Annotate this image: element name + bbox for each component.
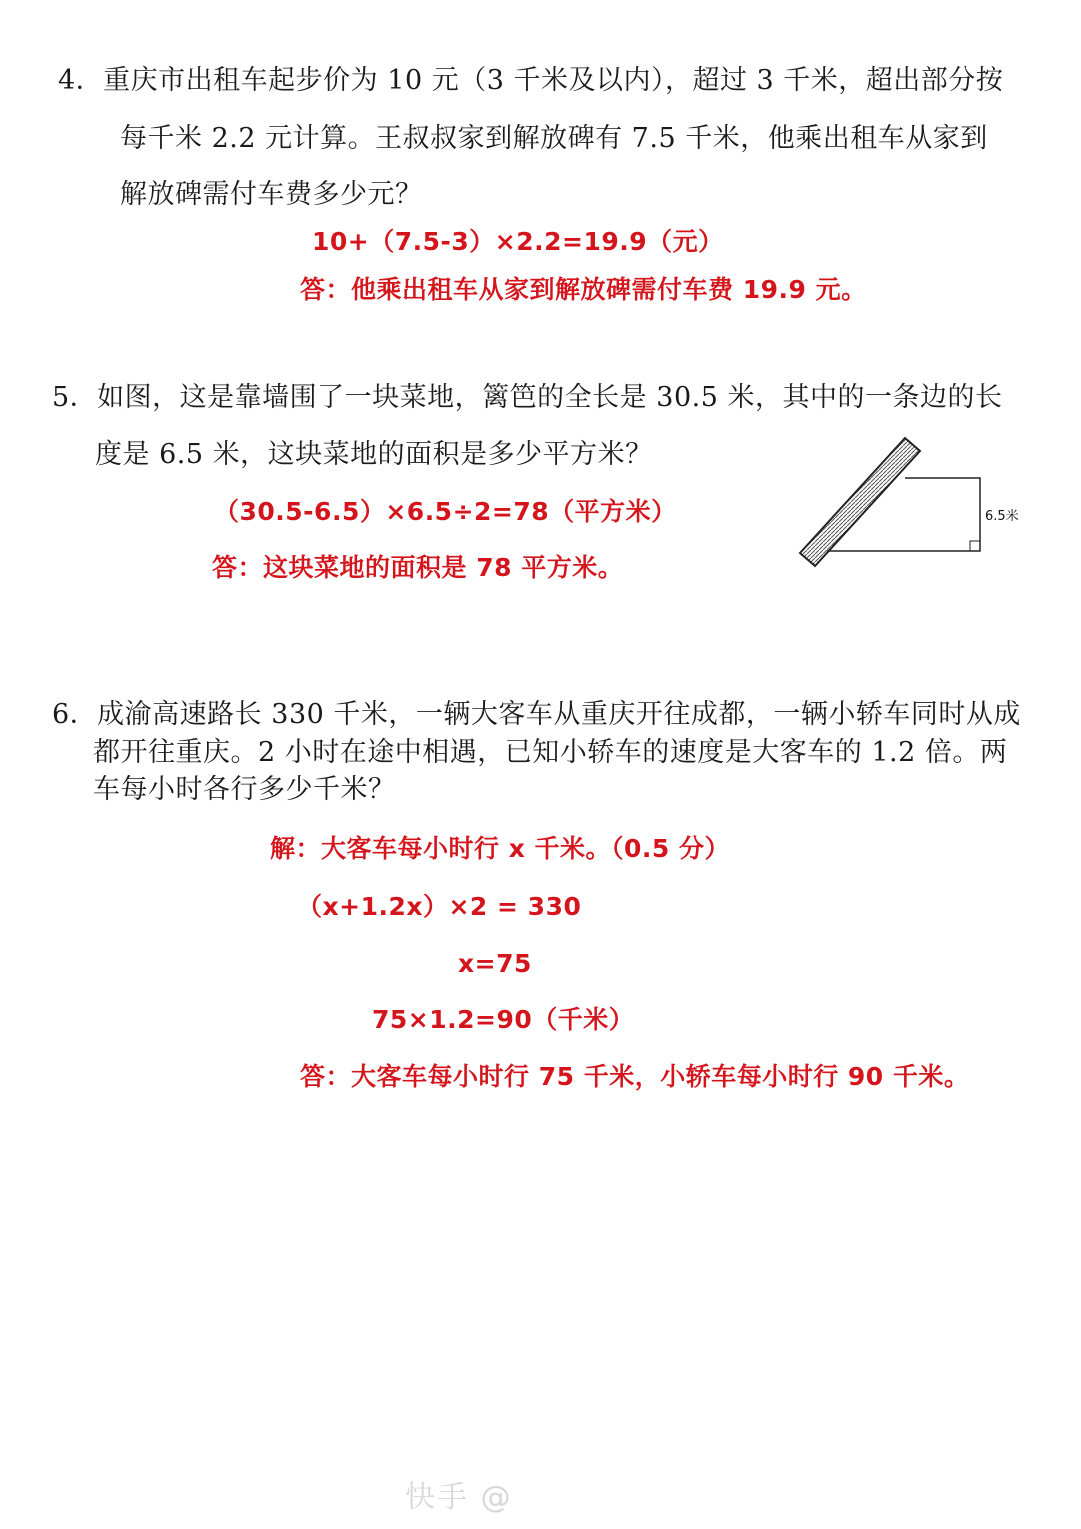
q4-solution: 10+（7.5-3）×2.2=19.9（元） xyxy=(312,227,724,256)
q6-result-x: x=75 xyxy=(458,949,532,978)
q6-result-car: 75×1.2=90（千米） xyxy=(372,1005,635,1034)
q6-solve-intro: 解：大客车每小时行 x 千米。（0.5 分） xyxy=(270,834,731,863)
q5-solution: （30.5-6.5）×6.5÷2=78（平方米） xyxy=(214,497,677,526)
q4-line-1: 4．重庆市出租车起步价为 10 元（3 千米及以内），超过 3 千米，超出部分按 xyxy=(58,65,1004,96)
q6-line-2: 都开往重庆。2 小时在途中相遇，已知小轿车的速度是大客车的 1.2 倍。两 xyxy=(93,737,1008,768)
wall-shape xyxy=(800,438,920,566)
q5-answer: 答：这块菜地的面积是 78 平方米。 xyxy=(212,553,624,582)
q6-line-3: 车每小时各行多少千米？ xyxy=(93,774,396,805)
q6-equation: （x+1.2x）×2 = 330 xyxy=(297,892,582,921)
q6-line-1: 6．成渝高速路长 330 千米，一辆大客车从重庆开往成都，一辆小轿车同时从成 xyxy=(52,699,1021,730)
q5-line-2: 度是 6.5 米，这块菜地的面积是多少平方米？ xyxy=(95,439,653,470)
q5-line-1: 5．如图，这是靠墙围了一块菜地，篱笆的全长是 30.5 米，其中的一条边的长 xyxy=(52,382,1003,413)
q4-answer: 答：他乘出租车从家到解放碑需付车费 19.9 元。 xyxy=(300,275,867,304)
fence-side-label: 6.5米 xyxy=(985,509,1019,524)
q6-answer: 答：大客车每小时行 75 千米，小轿车每小时行 90 千米。 xyxy=(300,1062,970,1091)
garden-diagram xyxy=(795,430,1035,570)
right-angle-mark xyxy=(970,541,980,551)
q4-line-3: 解放碑需付车费多少元？ xyxy=(120,179,423,210)
watermark-text: 快手 @ xyxy=(405,1480,513,1515)
q4-line-2: 每千米 2.2 元计算。王叔叔家到解放碑有 7.5 千米，他乘出租车从家到 xyxy=(120,123,988,154)
